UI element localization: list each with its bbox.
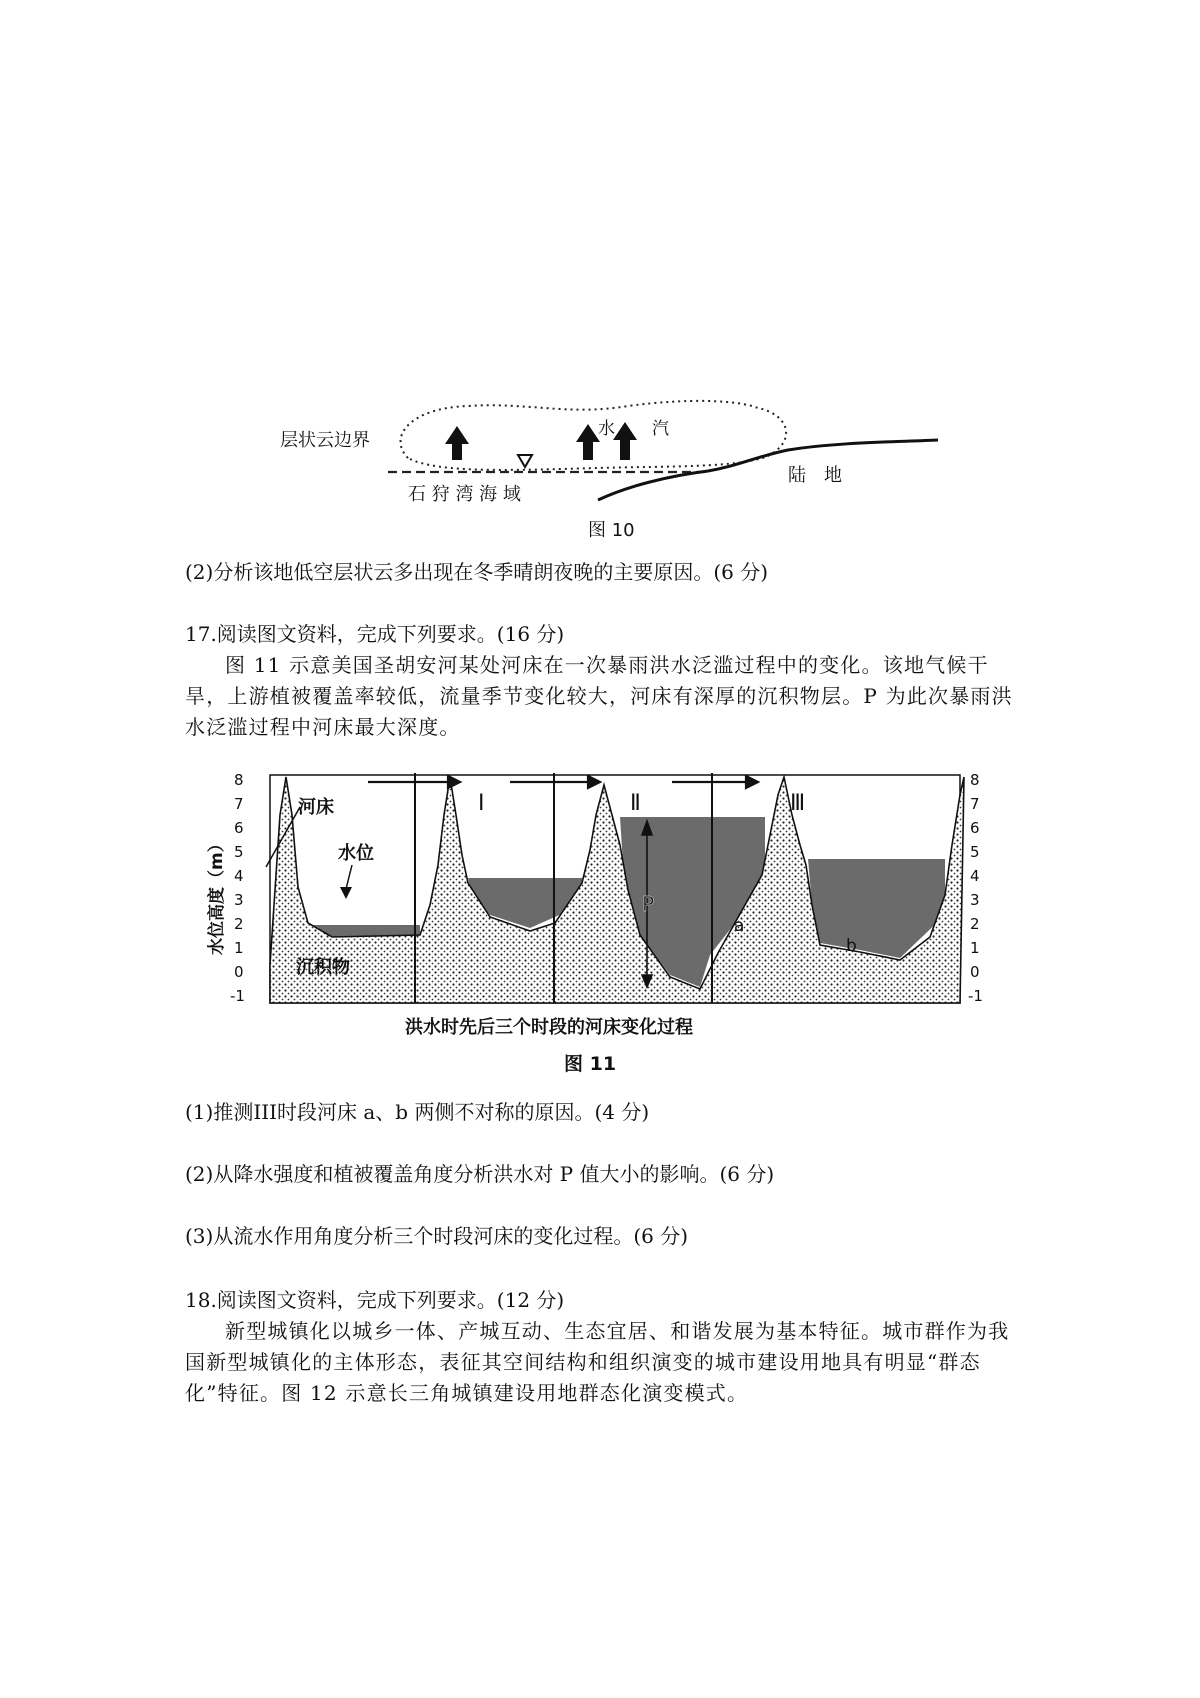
tick-right: 8 <box>970 771 980 789</box>
question-17-3: (3)从流水作用角度分析三个时段河床的变化过程。(6 分) <box>185 1224 689 1248</box>
label-side-a: a <box>734 916 745 936</box>
question-18-paragraph <box>185 1316 1025 1409</box>
tick-left: 6 <box>234 819 244 837</box>
tick-left: 2 <box>234 915 244 933</box>
stage-3-label: Ⅲ <box>790 791 806 816</box>
figure-11-subtitle: 洪水时先后三个时段的河床变化过程 <box>405 1017 693 1038</box>
land-profile <box>598 440 938 500</box>
label-vapor-a: 水 <box>598 419 615 439</box>
tick-right: 4 <box>970 867 980 885</box>
figure-10-caption: 图 10 <box>588 520 635 541</box>
question-16-2: (2)分析该地低空层状云多出现在冬季晴朗夜晚的主要原因。(6 分) <box>185 560 769 584</box>
water-level-triangle-icon <box>518 455 532 467</box>
tick-left: 8 <box>234 771 244 789</box>
question-17-1: (1)推测III时段河床 a、b 两侧不对称的原因。(4 分) <box>185 1100 650 1124</box>
tick-right: 0 <box>970 963 980 981</box>
tick-right: 5 <box>970 843 980 861</box>
label-water-level: 水位 <box>338 843 374 864</box>
label-sediment: 沉积物 <box>296 957 350 978</box>
tick-right: 6 <box>970 819 980 837</box>
figure-10 <box>268 378 948 543</box>
label-sea-area: 石 狩 湾 海 域 <box>408 484 521 505</box>
figure-11-caption: 图 11 <box>564 1053 617 1075</box>
tick-left: 5 <box>234 843 244 861</box>
tick-right: -1 <box>968 987 983 1005</box>
question-18-heading: 18.阅读图文资料，完成下列要求。(12 分) <box>185 1288 565 1312</box>
label-side-b: b <box>846 936 857 956</box>
tick-left: 4 <box>234 867 244 885</box>
question-17-paragraph <box>185 650 1025 743</box>
stage-2-label: Ⅱ <box>630 791 641 816</box>
stage-1-label: Ⅰ <box>478 791 485 816</box>
question-17-text: 图 11 示意美国圣胡安河某处河床在一次暴雨洪水泛滥过程中的变化。该地气候干旱，上游植被覆盖率较低，流量季节变化较大，河床有深厚的沉积物层。P 为此次暴雨洪水泛滥过程中河床最大深度。 <box>185 653 1013 739</box>
question-17-2: (2)从降水强度和植被覆盖角度分析洪水对 P 值大小的影响。(6 分) <box>185 1162 775 1186</box>
label-riverbed: 河床 <box>298 797 334 818</box>
flow-arrow-icon <box>368 776 758 788</box>
label-land: 陆 地 <box>788 465 842 486</box>
up-arrow-icon <box>613 422 637 460</box>
up-arrow-icon <box>445 426 469 460</box>
tick-right: 1 <box>970 939 980 957</box>
tick-right: 2 <box>970 915 980 933</box>
label-stratus-boundary: 层状云边界 <box>280 430 370 451</box>
question-17-heading: 17.阅读图文资料，完成下列要求。(16 分) <box>185 622 565 646</box>
depth-p-label: P <box>642 892 655 916</box>
tick-left: 1 <box>234 939 244 957</box>
up-arrow-icon <box>576 424 600 460</box>
figure-11 <box>200 755 1015 1080</box>
tick-left: 3 <box>234 891 244 909</box>
tick-left: -1 <box>230 987 245 1005</box>
tick-left: 7 <box>234 795 244 813</box>
tick-left: 0 <box>234 963 244 981</box>
y-axis-label: 水位高度（m） <box>207 835 227 955</box>
tick-right: 3 <box>970 891 980 909</box>
label-vapor-b: 汽 <box>652 419 669 439</box>
question-18-text: 新型城镇化以城乡一体、产城互动、生态宜居、和谐发展为基本特征。城市群作为我国新型城镇化的主体形态，表征其空间结构和组织演变的城市建设用地具有明显“群态化”特征。图 12 示意长三角城镇建设用地群态化演变模式。 <box>185 1319 1010 1405</box>
tick-right: 7 <box>970 795 980 813</box>
